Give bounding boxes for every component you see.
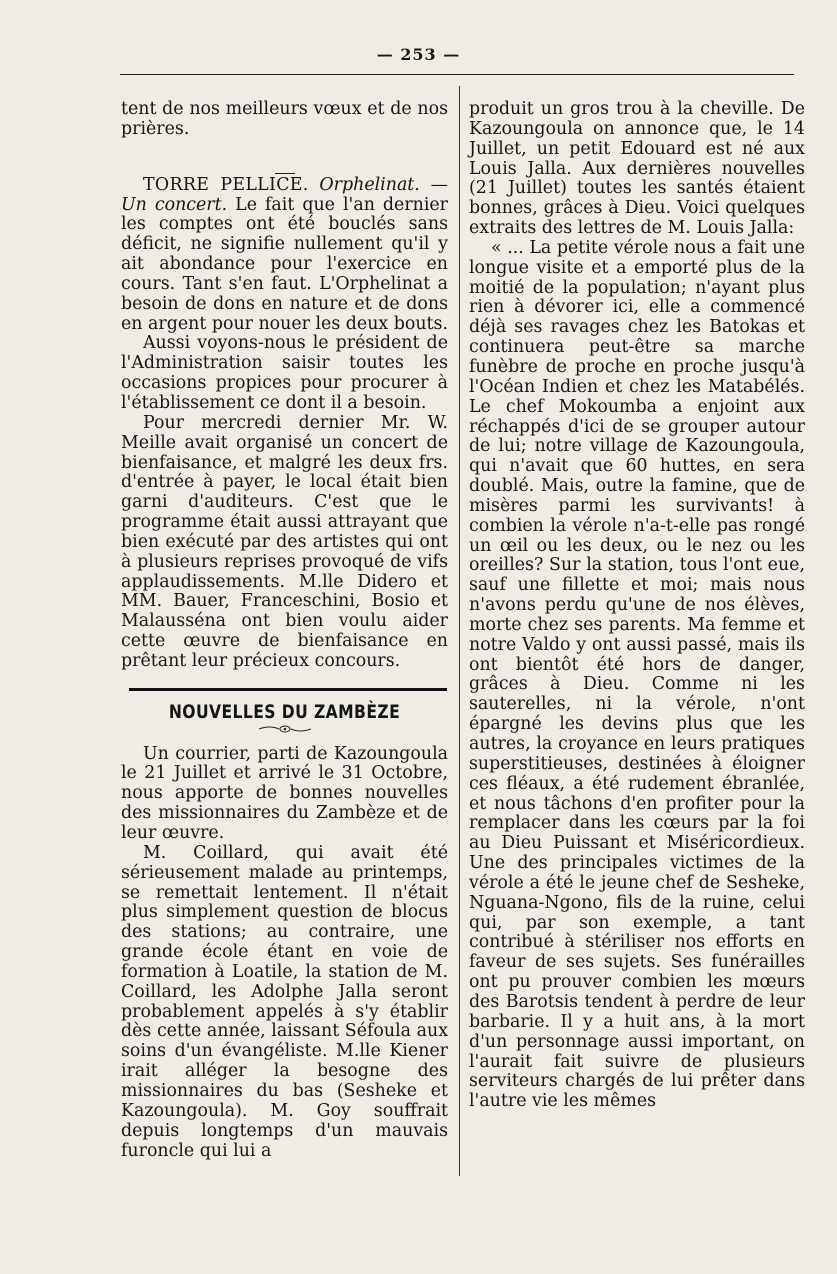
separator-dash — [121, 160, 448, 176]
paragraph-continuation: produit un gros trou à la cheville. De Kazoungoula on annonce que, le 14 Juillet, un petit Edouard est né aux Louis Jalla. Aux dernières nouvelles (21 Juillet) toutes les santés étaient bonnes, grâces à Dieu. Voici quelques extraits des lettres de M. Louis Jalla: — [469, 99, 805, 239]
subject-heading: Orphelinat. — — [319, 174, 449, 195]
paragraph-zambeze-intro: Un courrier, parti de Kazoungoula le 21 Juillet et arrivé le 31 Octobre, nous apporte de bonnes nouvelles des missionnaires du Zambèze et de leur œuvre. — [121, 743, 448, 843]
section-title: NOUVELLES DU ZAMBÈZE — [168, 700, 401, 723]
ornament-divider — [121, 723, 448, 737]
paragraph-torre-pellice — [121, 176, 448, 335]
page-number: — 253 — — [376, 45, 461, 64]
paragraph-letter-extract: « ... La petite vérole nous a fait une longue visite et a emporté plus de la moitié de la population; n'ayant plus rien à dévorer ici, elle a commencé déjà ses ravages chez les Batokas et continuera peut-être sa marche funèbre de proche en proche jusqu'à l'Océan Indien et chez les Matabélés. Le chef Mokoumba a enjoint aux réchappés d'ici de se grouper autour de lui; notre village de Kazoungoula, qui n'avait que 60 huttes, en sera doublé. Mais, outre la famine, que de misères parmi les survivants! à combien la vérole n'a-t-elle pas rongé un œil ou les deux, ou le nez ou les oreilles? Sur la station, tous l'ont eue, sauf une fillette et moi; mais nous n'avons perdu qu'une de nos élèves, morte chez ses parents. Ma femme et notre Valdo y ont aussi passé, mais ils ont bientôt été hors de danger, grâces à Dieu. Comme ni les sauterelles, ni la vérole, n'ont épargné les devins plus que les autres, la croyance en leurs pratiques superstitieuses, destinées à éloigner ces fléaux, a été rudement ébranlée, et nous tâchons d'en profiter pour la remplacer dans les cœurs par la foi au Dieu Puissant et Miséricordieux. Une des principales victimes de la vérole a été le jeune chef de Sesheke, Nguana-Ngono, fils de la ruine, celui qui, par son exemple, a tant contribué à stériliser nos efforts en faveur de ses sujets. Ses funérailles ont pu prouver combien les mœurs des Barotsis tendent à perdre de leur barbarie. Il y a huit ans, à la mort d'un personnage aussi important, on l'aurait fait suivre de plusieurs serviteurs chargés de lui prêter dans l'autre vie les mêmes — [469, 237, 805, 1112]
paragraph-text: Le fait que l'an dernier les comptes ont été bouclés sans déficit, ne signifie nullement qu'il y ait abondance pour l'exercice en cours. Tant s'en faut. L'Orphelinat a besoin de dons en nature et de dons en argent pour nouer les deux bouts. — [121, 194, 449, 334]
section-rule — [129, 688, 447, 691]
paragraph-concert: Pour mercredi dernier Mr. W. Meille avait organisé un concert de bienfaisance, et malgré les deux frs. d'entrée à payer, le local était bien garni d'auditeurs. C'est que le programme était aussi attrayant que bien exécuté par des artistes qui ont à plusieurs reprises provoqué de vifs applaudissements. M.lle Didero et MM. Bauer, Franceschini, Bosio et Malausséna ont bien voulu aider cette œuvre de bienfaisance en prêtant leur précieux concours. — [121, 412, 448, 671]
paragraph-continuation: tent de nos meilleurs vœux et de nos prières. — [121, 99, 448, 139]
paragraph: Aussi voyons-nous le président de l'Administration saisir toutes les occasions propices pour procurer à l'établissement ce dont il a besoin. — [121, 333, 448, 413]
left-column — [121, 100, 448, 1161]
paragraph-coillard: M. Coillard, qui avait été sérieusement malade au printemps, se remettait lentement. Il n'était plus simplement question de blocus des stations; au contraire, une grande école étant en voie de formation à Loatile, la station de M. Coillard, les Adolphe Jalla seront probablement appelés à s'y établir dès cette année, laissant Séfoula aux soins d'un évangéliste. M.lle Kiener irait alléger la besogne des missionnaires du bas (Sesheke et Kazoungoula). M. Goy souffrait depuis longtemps d'un mauvais furoncle qui lui a — [121, 842, 448, 1161]
column-divider — [459, 86, 460, 1176]
location-heading: TORRE PELLICE. — [143, 174, 309, 195]
header-rule — [120, 74, 794, 75]
right-column — [469, 100, 805, 1112]
event-heading: Un concert. — [121, 194, 228, 215]
